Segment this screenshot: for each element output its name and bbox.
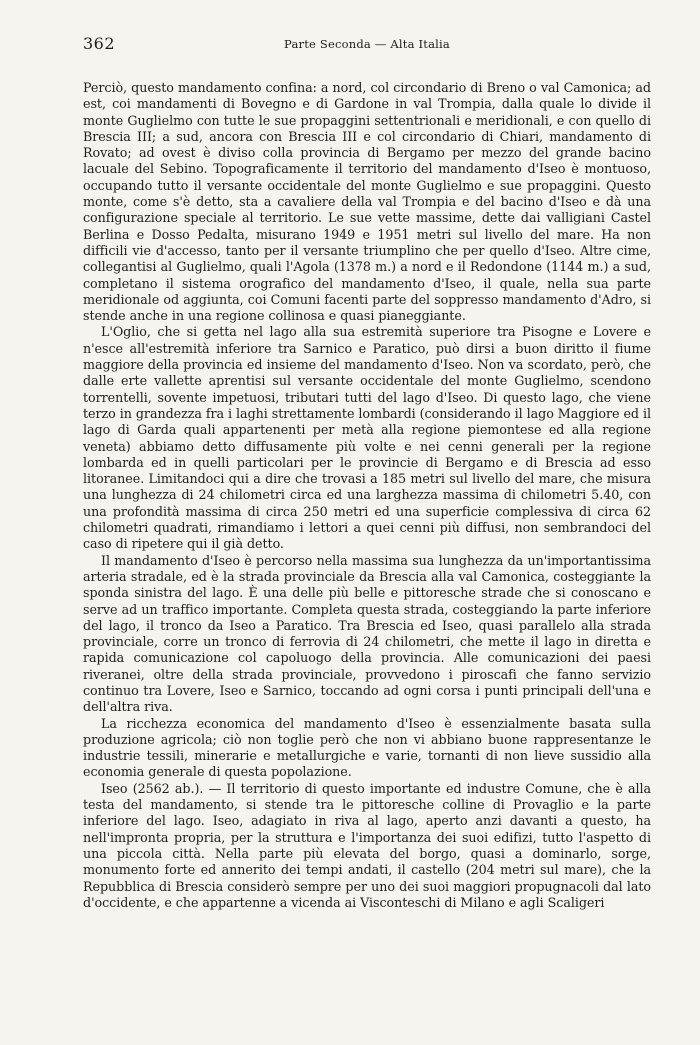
page-number: 362 [83,34,116,53]
paragraph: Il mandamento d'Iseo è percorso nella massima sua lunghezza da un'importantissima arteria stradale, ed è la strada provinciale da Brescia alla val Camonica, costeggiante la sponda sinistra del lago. È una delle più belle e pittoresche strade che si conoscano e serve ad un traffico importante. Completa questa strada, costeggiando la parte inferiore del lago, il tronco da Iseo a Paratico. Tra Brescia ed Iseo, quasi parallelo alla strada provinciale, corre un tronco di ferrovia di 24 chilometri, che mette il lago in diretta e rapida comunicazione col capoluogo della provincia. Alle comunicazioni dei paesi riveranei, oltre della strada provinciale, provvedono i piroscafi che fanno servizio continuo tra Lovere, Iseo e Sarnico, toccando ad ogni corsa i punti principali dell'una e dell'altra riva. [83,552,651,715]
running-head: Parte Seconda — Alta Italia [284,37,450,51]
paragraph: L'Oglio, che si getta nel lago alla sua estremità superiore tra Pisogne e Lovere e n'esce all'estremità inferiore tra Sarnico e Paratico, può dirsi a buon diritto il fiume maggiore della provincia ed insieme del mandamento d'Iseo. Non va scordato, però, che dalle erte vallette aprentisi sul versante occidentale del monte Guglielmo, scendono torrentelli, sovente impetuosi, tributari tutti del lago d'Iseo. Di questo lago, che viene terzo in grandezza fra i laghi strettamente lombardi (considerando il lago Maggiore ed il lago di Garda quali appartenenti per metà alla regione piemontese ed alla regione veneta) abbiamo detto diffusamente più volte e nei cenni generali per la regione lombarda ed in quelli particolari per le provincie di Bergamo e di Brescia ad esso litoranee. Limitandoci qui a dire che trovasi a 185 metri sul livello del mare, che misura una lunghezza di 24 chilometri circa ed una larghezza massima di chilometri 5.40, con una profondità massima di circa 250 metri ed una superficie complessiva di circa 62 chilometri quadrati, rimandiamo i lettori a quei cenni più diffusi, non sembrandoci del caso di ripetere qui il già detto. [83,324,651,552]
paragraph: La ricchezza economica del mandamento d'Iseo è essenzialmente basata sulla produzione agricola; ciò non toglie però che non vi abbiano buone rappresentanze le industrie tessili, minerarie e metallurgiche e varie, tornanti di non lieve sussidio alla economia generale di questa popolazione. [83,715,651,780]
page-header [83,34,651,56]
body-text [83,80,651,911]
paragraph: Iseo (2562 ab.). — Il territorio di questo importante ed industre Comune, che è alla testa del mandamento, si stende tra le pittoresche colline di Provaglio e la parte inferiore del lago. Iseo, adagiato in riva al lago, aperto anzi davanti a questo, ha nell'impronta propria, per la struttura e l'importanza dei suoi edifizi, tutto l'aspetto di una piccola città. Nella parte più elevata del borgo, quasi a dominarlo, sorge, monumento forte ed annerito dei tempi andati, il castello (204 metri sul mare), che la Repubblica di Brescia considerò sempre per uno dei suoi maggiori propugnacoli dal lato d'occidente, e che appartenne a vicenda ai Visconteschi di Milano e agli Scaligeri [83,780,651,910]
paragraph: Perciò, questo mandamento confina: a nord, col circondario di Breno o val Camonica; ad est, coi mandamenti di Bovegno e di Gardone in val Trompia, dalla quale lo divide il monte Guglielmo con tutte le sue propaggini settentrionali e meridionali, e con quello di Brescia III; a sud, ancora con Brescia III e col circondario di Chiari, mandamento di Rovato; ad ovest è diviso colla provincia di Bergamo per mezzo del grande bacino lacuale del Sebino. Topograficamente il territorio del mandamento d'Iseo è montuoso, occupando tutto il versante occidentale del monte Guglielmo e sue propaggini. Questo monte, come s'è detto, sta a cavaliere della val Trompia e del bacino d'Iseo e dà una configurazione speciale al territorio. Le sue vette massime, dette dai valligiani Castel Berlina e Dosso Pedalta, misurano 1949 e 1951 metri sul livello del mare. Ha non difficili vie d'accesso, tanto per il versante triumplino che per quello d'Iseo. Altre cime, collegantisi al Guglielmo, quali l'Agola (1378 m.) a nord e il Redondone (1144 m.) a sud, completano il sistema orografico del mandamento d'Iseo, il quale, nella sua parte meridionale od aggiunta, coi Comuni facenti parte del soppresso mandamento d'Adro, si stende anche in una regione collinosa e quasi pianeggiante. [83,80,651,324]
